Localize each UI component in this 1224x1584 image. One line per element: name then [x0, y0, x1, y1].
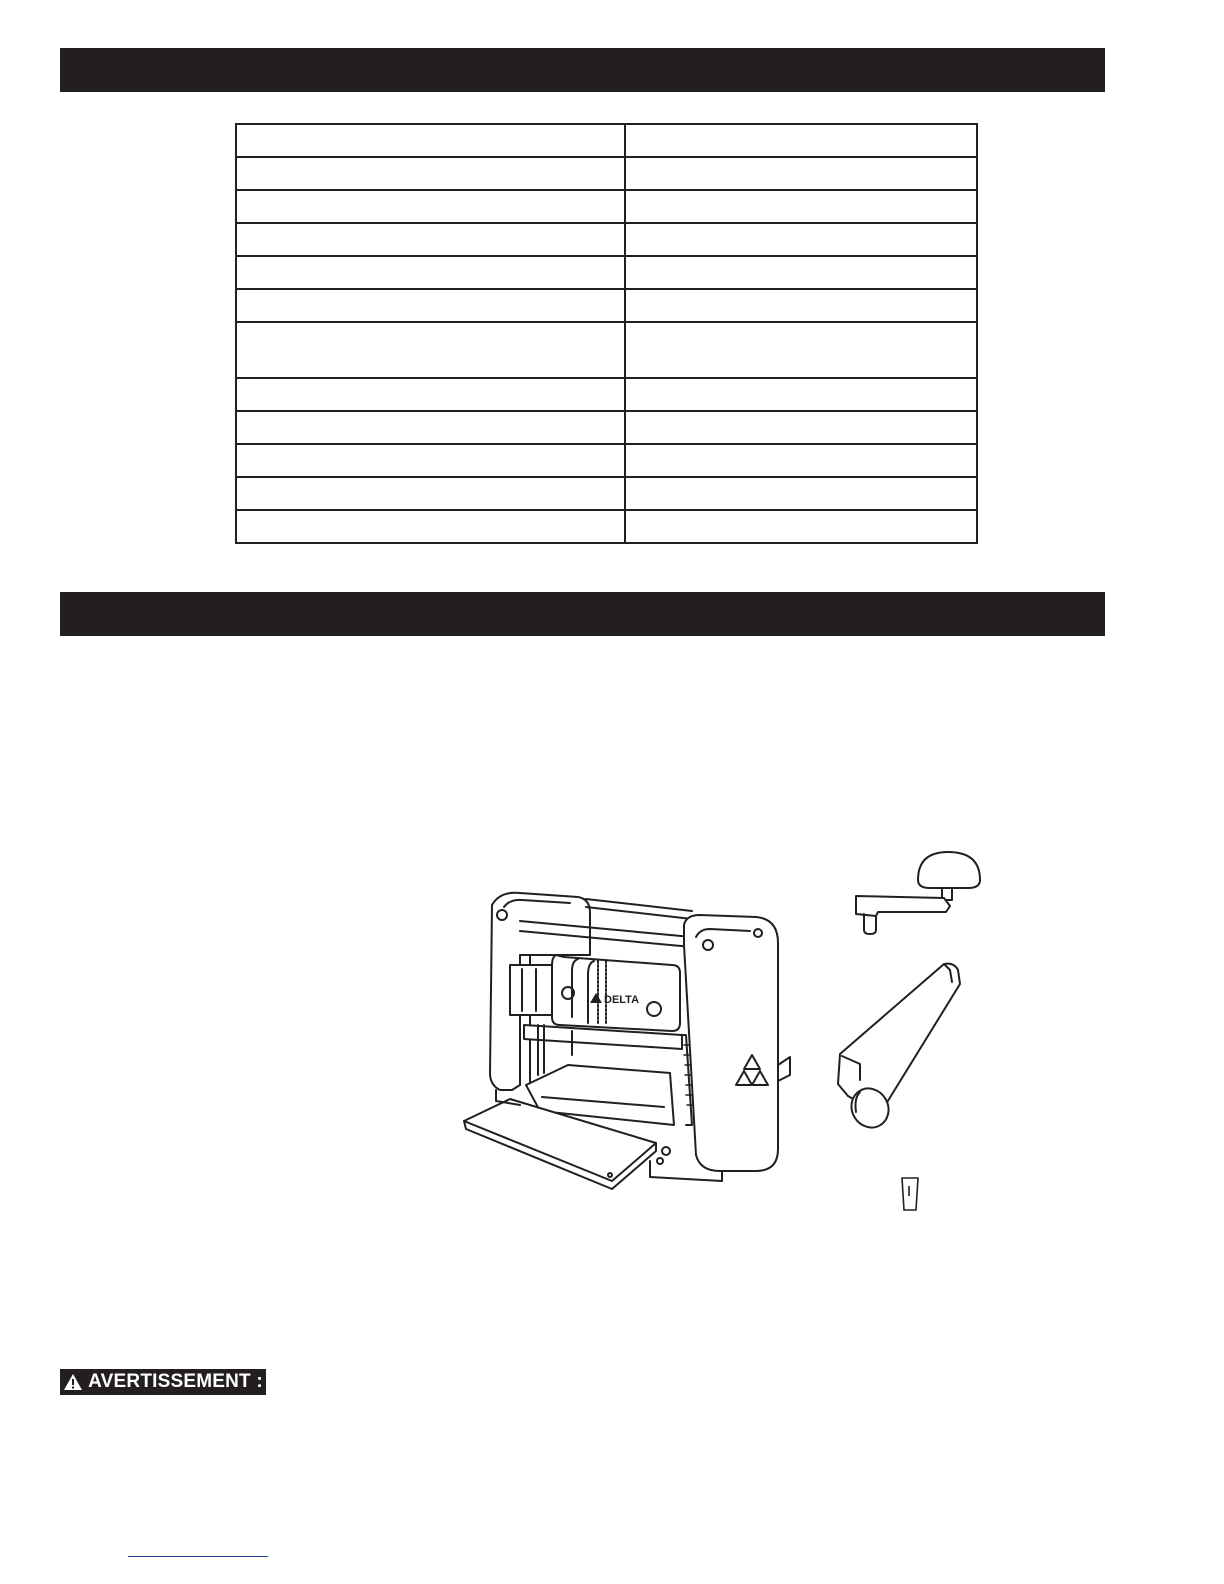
dust-chute-illustration [832, 960, 982, 1160]
footer-link-underline[interactable] [128, 1556, 268, 1557]
spec-value [625, 411, 977, 444]
brand-logo: DELTA [604, 994, 640, 1006]
spec-label [236, 378, 625, 411]
spec-value [625, 477, 977, 510]
section-header-bar-specifications [60, 48, 1105, 92]
warning-label: AVERTISSEMENT : [88, 1371, 263, 1392]
table-row [236, 411, 977, 444]
spec-value [625, 289, 977, 322]
table-row [236, 157, 977, 190]
table-row [236, 124, 977, 157]
spec-label [236, 157, 625, 190]
spec-label [236, 256, 625, 289]
plug-insert-illustration [898, 1174, 922, 1214]
table-row [236, 510, 977, 543]
spec-value [625, 444, 977, 477]
table-row [236, 322, 977, 378]
spec-label [236, 223, 625, 256]
crank-handle-illustration [848, 848, 988, 938]
spec-label [236, 444, 625, 477]
spec-value [625, 322, 977, 378]
table-row [236, 289, 977, 322]
spec-value [625, 256, 977, 289]
specifications-table [235, 123, 978, 544]
table-row [236, 190, 977, 223]
section-header-bar-contents [60, 592, 1105, 636]
table-row [236, 378, 977, 411]
table-row [236, 444, 977, 477]
table-row [236, 256, 977, 289]
spec-label [236, 322, 625, 378]
spec-label [236, 124, 625, 157]
table-row [236, 223, 977, 256]
spec-value [625, 124, 977, 157]
spec-value [625, 378, 977, 411]
spec-label [236, 477, 625, 510]
planer-illustration [460, 885, 800, 1205]
warning-triangle-icon [63, 1373, 83, 1391]
spec-value [625, 510, 977, 543]
spec-value [625, 223, 977, 256]
table-row [236, 477, 977, 510]
spec-value [625, 190, 977, 223]
warning-badge [60, 1369, 266, 1395]
spec-value [625, 157, 977, 190]
spec-label [236, 190, 625, 223]
spec-label [236, 510, 625, 543]
spec-label [236, 411, 625, 444]
spec-label [236, 289, 625, 322]
